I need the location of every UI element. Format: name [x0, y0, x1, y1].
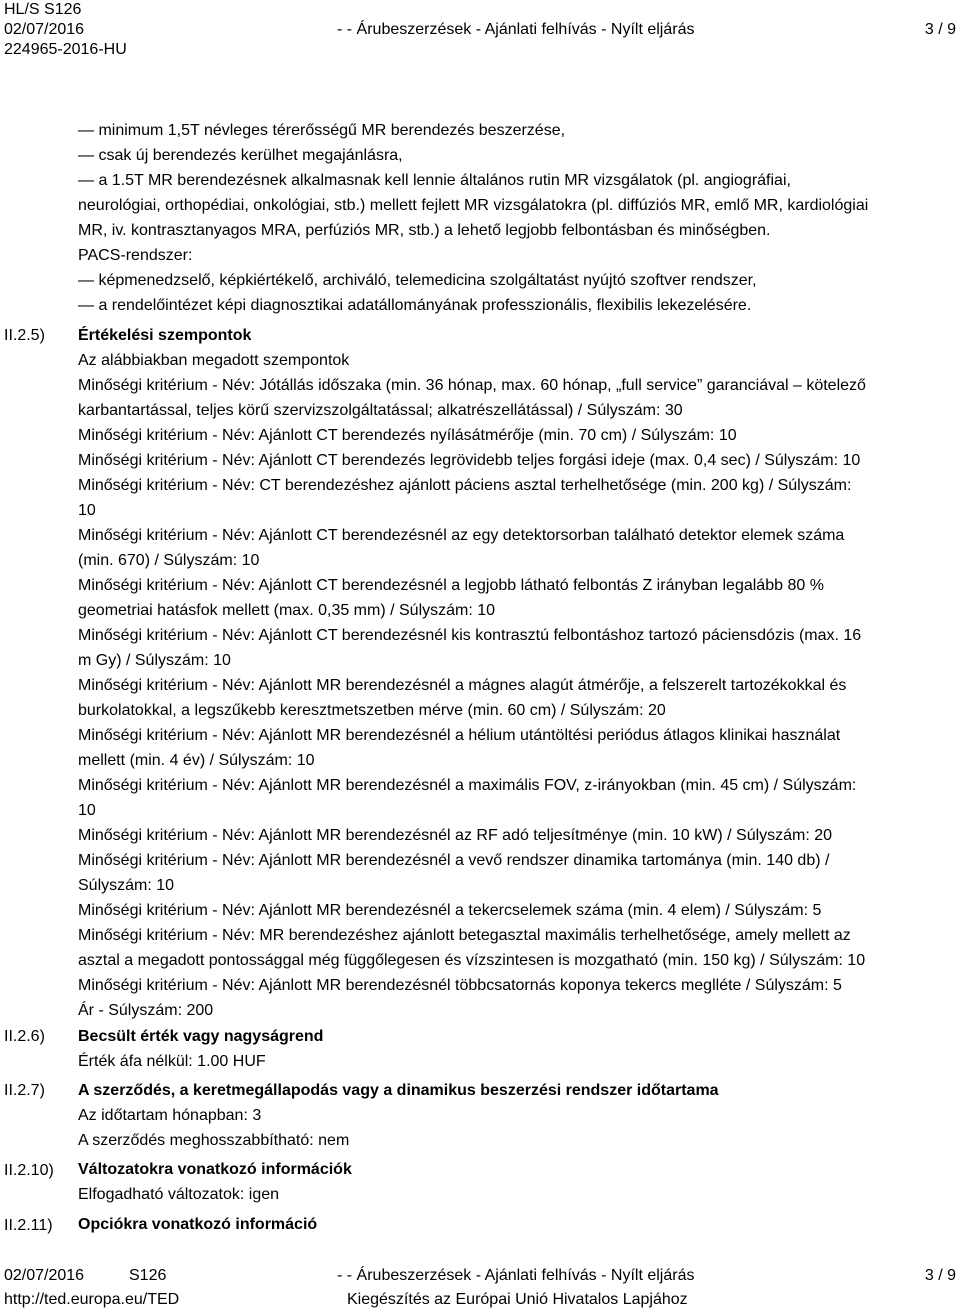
text-line: A szerződés meghosszabbítható: nem	[78, 1132, 350, 1149]
section-number: II.2.10)	[4, 1162, 54, 1179]
section-estimated-value	[78, 1024, 956, 1074]
text-line: Az alábbiakban megadott szempontok	[78, 352, 350, 369]
text-line: — a 1.5T MR berendezésnek alkalmasnak kell lennie általános rutin MR vizsgálatok (pl. angiográfiai,	[78, 172, 791, 189]
text-line: Ár - Súlyszám: 200	[78, 1002, 214, 1019]
text-line: PACS-rendszer:	[78, 247, 193, 264]
header-page: 3 / 9	[924, 21, 956, 38]
text-line: Súlyszám: 10	[78, 877, 175, 894]
section-number: II.2.5)	[4, 327, 45, 344]
section-number: II.2.6)	[4, 1028, 45, 1045]
text-line: Minőségi kritérium - Név: Ajánlott MR berendezésnél az RF adó teljesítménye (min. 10 kW) / Súlyszám: 20	[78, 827, 833, 844]
text-line: Minőségi kritérium - Név: Ajánlott MR berendezésnél a mágnes alagút átmérője, a felszerelt tartozékokkal és	[78, 677, 847, 694]
text-line: Minőségi kritérium - Név: Ajánlott MR berendezésnél a maximális FOV, z-irányokban (min. 45 cm) / Súlyszám:	[78, 777, 857, 794]
text-line: neurológiai, orthopédiai, onkológiai, stb.) mellett fejlett MR vizsgálatokra (pl. diffúziós MR, emlő MR, kardiológiai	[78, 197, 869, 214]
text-line: Minőségi kritérium - Név: Ajánlott CT berendezés nyílásátmérője (min. 70 cm) / Súlyszám: 10	[78, 427, 737, 444]
section-evaluation-criteria	[78, 323, 956, 1023]
text-line: Minőségi kritérium - Név: Ajánlott CT berendezésnél az egy detektorsorban található detektor elemek száma	[78, 527, 845, 544]
text-line: Minőségi kritérium - Név: Ajánlott MR berendezésnél a vevő rendszer dinamika tartománya (min. 140 db) /	[78, 852, 830, 869]
text-line: Minőségi kritérium - Név: Jótállás időszaka (min. 36 hónap, max. 60 hónap, „full service” garanciával – kötelező	[78, 377, 866, 394]
footer-page: 3 / 9	[924, 1267, 956, 1284]
text-line: — a rendelőintézet képi diagnosztikai adatállományának professzionális, flexibilis lekezelésére.	[78, 297, 752, 314]
section-options	[78, 1212, 956, 1237]
header-doc-id: HL/S S126	[4, 1, 82, 18]
text-line: Minőségi kritérium - Név: Ajánlott MR berendezésnél a hélium utántöltési periódus átlagos klinikai használat	[78, 727, 841, 744]
text-line: Minőségi kritérium - Név: Ajánlott CT berendezésnél a legjobb látható felbontás Z irányban legalább 80 %	[78, 577, 824, 594]
text-line: — képmenedzselő, képkiértékelő, archiváló, telemedicina szolgáltatást nyújtó szoftver rendszer,	[78, 272, 757, 289]
text-line: Minőségi kritérium - Név: CT berendezéshez ajánlott páciens asztal terhelhetősége (min. 200 kg) / Súlyszám:	[78, 477, 852, 494]
footer-date: 02/07/2016	[4, 1267, 85, 1284]
footer-title: - - Árubeszerzések - Ajánlati felhívás - Nyílt eljárás	[337, 1267, 695, 1284]
text-line: burkolatokkal, a legszűkebb keresztmetszetben mérve (min. 60 cm) / Súlyszám: 20	[78, 702, 666, 719]
text-line: Minőségi kritérium - Név: Ajánlott CT berendezés legrövidebb teljes forgási ideje (max. 0,4 sec) / Súlyszám: 10	[78, 452, 861, 469]
text-line: geometriai hatásfok mellett (max. 0,35 mm) / Súlyszám: 10	[78, 602, 496, 619]
section-title: A szerződés, a keretmegállapodás vagy a dinamikus beszerzési rendszer időtartama	[78, 1082, 719, 1099]
section-title: Opciókra vonatkozó információ	[78, 1216, 318, 1233]
text-line: 10	[78, 502, 96, 519]
text-line: Érték áfa nélkül: 1.00 HUF	[78, 1053, 266, 1070]
section-variants	[78, 1157, 956, 1207]
continuation-text	[78, 118, 956, 318]
header-date: 02/07/2016	[4, 21, 85, 38]
section-title: Értékelési szempontok	[78, 327, 252, 344]
text-line: MR, iv. kontrasztanyagos MRA, perfúziós MR, stb.) a lehető legjobb felbontásban és minőségben.	[78, 222, 771, 239]
footer-series: S126	[129, 1267, 167, 1284]
text-line: asztal a megadott pontossággal még függőlegesen és vízszintesen is mozgatható (min. 150 kg) / Súlyszám: 10	[78, 952, 866, 969]
text-line: Minőségi kritérium - Név: Ajánlott MR berendezésnél többcsatornás koponya tekercs meglléte / Súlyszám: 5	[78, 977, 842, 994]
header-ref: 224965-2016-HU	[4, 41, 127, 58]
text-line: Elfogadható változatok: igen	[78, 1186, 280, 1203]
section-number: II.2.7)	[4, 1082, 45, 1099]
section-title: Becsült érték vagy nagyságrend	[78, 1028, 324, 1045]
text-line: m Gy) / Súlyszám: 10	[78, 652, 231, 669]
page-footer	[4, 1264, 956, 1312]
text-line: Minőségi kritérium - Név: MR berendezéshez ajánlott betegasztal maximális terhelhetősége, amely mellett az	[78, 927, 851, 944]
section-title: Változatokra vonatkozó információk	[78, 1161, 352, 1178]
text-line: (min. 670) / Súlyszám: 10	[78, 552, 260, 569]
text-line: Minőségi kritérium - Név: Ajánlott MR berendezésnél a tekercselemek száma (min. 4 elem) / Súlyszám: 5	[78, 902, 822, 919]
text-line: — csak új berendezés kerülhet megajánlásra,	[78, 147, 403, 164]
text-line: Az időtartam hónapban: 3	[78, 1107, 262, 1124]
footer-url-link[interactable]: http://ted.europa.eu/TED	[4, 1291, 180, 1308]
text-line: karbantartással, teljes körű szervizszolgáltatással; alkatrészellátással) / Súlyszám: 30	[78, 402, 683, 419]
text-line: — minimum 1,5T névleges térerősségű MR berendezés beszerzése,	[78, 122, 566, 139]
header-title: - - Árubeszerzések - Ajánlati felhívás - Nyílt eljárás	[337, 21, 695, 38]
section-contract-duration	[78, 1078, 956, 1153]
page-header	[4, 0, 956, 60]
text-line: 10	[78, 802, 96, 819]
text-line: mellett (min. 4 év) / Súlyszám: 10	[78, 752, 315, 769]
section-number: II.2.11)	[4, 1217, 53, 1234]
footer-subtitle: Kiegészítés az Európai Unió Hivatalos Lapjához	[347, 1291, 688, 1308]
text-line: Minőségi kritérium - Név: Ajánlott CT berendezésnél kis kontrasztú felbontáshoz tartozó páciensdózis (max. 16	[78, 627, 862, 644]
